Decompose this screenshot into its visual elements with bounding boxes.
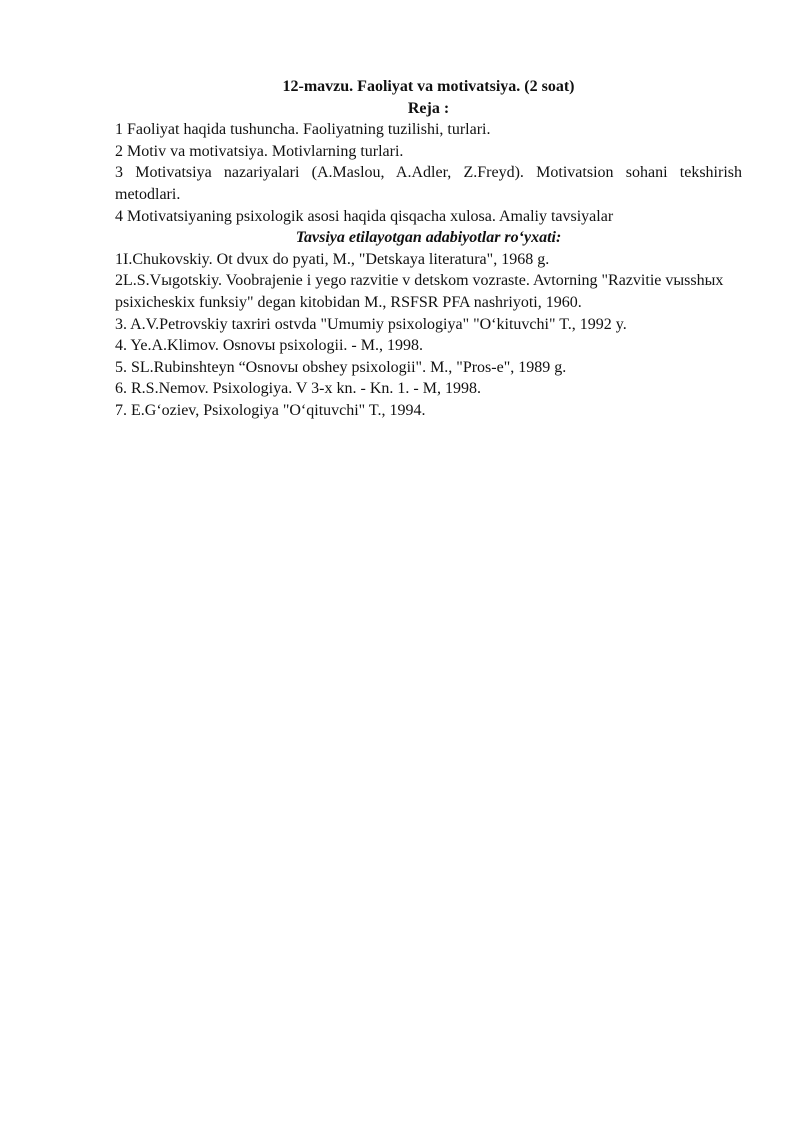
literature-item: 3. A.V.Petrovskiy taxriri ostvda "Umumiy psixologiya" "O‘kituvchi" T., 1992 y. bbox=[115, 315, 627, 333]
plan-label: Reja : bbox=[407, 99, 450, 117]
literature-list bbox=[115, 249, 742, 422]
literature-item: 4. Ye.A.Klimov. Osnovы psixologii. - M., 1998. bbox=[115, 337, 423, 355]
literature-item: 2L.S.Vыgotskiy. Voobrajenie i yego razvitie v detskom vozraste. Avtorning "Razvitie vыsshыx psixicheskix funksiy" degan kitobidan M., RSFSR PFA nashriyoti, 1960. bbox=[115, 272, 724, 311]
literature-item: 1I.Chukovskiy. Ot dvux do pyati, M., "Detskaya literatura", 1968 g. bbox=[115, 250, 550, 268]
plan-list bbox=[115, 119, 742, 227]
topic-title: 12-mavzu. Faoliyat va motivatsiya. (2 soat) bbox=[282, 78, 575, 95]
plan-item: 1 Faoliyat haqida tushuncha. Faoliyatning tuzilishi, turlari. bbox=[115, 121, 491, 139]
literature-heading: Tavsiya etilayotgan adabiyotlar ro‘yxati: bbox=[295, 229, 562, 247]
plan-item: 3 Motivatsiya nazariyalari (A.Maslou, A.Adler, Z.Freyd). Motivatsion sohani tekshirish metodlari. bbox=[115, 164, 742, 203]
literature-item: 7. E.G‘oziev, Psixologiya "O‘qituvchi" T., 1994. bbox=[115, 401, 426, 419]
literature-item: 6. R.S.Nemov. Psixologiya. V 3-x kn. - Kn. 1. - M, 1998. bbox=[115, 380, 481, 398]
plan-item: 2 Motiv va motivatsiya. Motivlarning turlari. bbox=[115, 142, 404, 160]
literature-item: 5. SL.Rubinshteyn “Osnovы obshey psixologii". M., "Pros-e", 1989 g. bbox=[115, 358, 567, 376]
plan-item: 4 Motivatsiyaning psixologik asosi haqida qisqacha xulosa. Amaliy tavsiyalar bbox=[115, 207, 614, 225]
document-page bbox=[115, 76, 742, 422]
